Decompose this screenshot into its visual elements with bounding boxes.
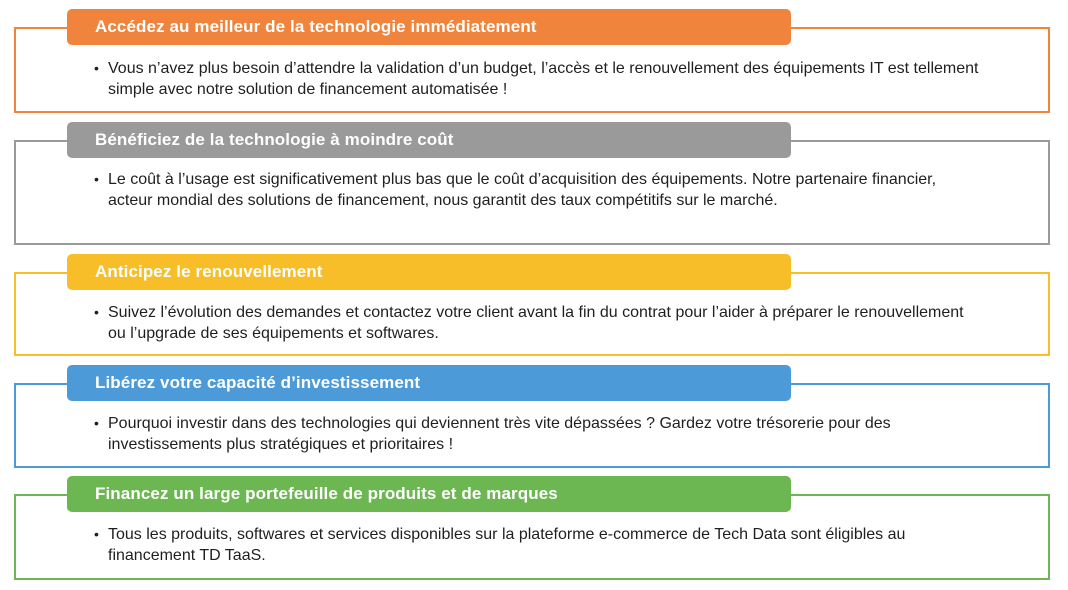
- section-4-body: [94, 413, 984, 455]
- section-2-text: Le coût à l’usage est significativement plus bas que le coût d’acquisition des équipements. Notre partenaire financier, acteur mondial des solutions de financement, nous garantit des taux compétitifs sur le marché.: [108, 171, 937, 209]
- section-5-title: Financez un large portefeuille de produits et de marques: [95, 484, 558, 503]
- section-3-title: Anticipez le renouvellement: [95, 262, 323, 281]
- section-1-title: Accédez au meilleur de la technologie immédiatement: [95, 17, 537, 36]
- bullet-dot-icon: •: [94, 171, 99, 187]
- bullet-dot-icon: •: [94, 304, 99, 320]
- section-4-text: Pourquoi investir dans des technologies qui deviennent très vite dépassées ? Gardez votre trésorerie pour des investissements plus stratégiques et prioritaires !: [108, 415, 891, 453]
- section-3-body: [94, 302, 984, 344]
- section-5-text: Tous les produits, softwares et services disponibles sur la plateforme e-commerce de Tech Data sont éligibles au financement TD TaaS.: [108, 526, 906, 564]
- section-2-header: [67, 122, 791, 158]
- section-2-title: Bénéficiez de la technologie à moindre coût: [95, 130, 454, 149]
- section-2-body: [94, 169, 984, 211]
- bullet-dot-icon: •: [94, 526, 99, 542]
- section-3-header: [67, 254, 791, 290]
- section-5-body: [94, 524, 984, 566]
- bullet-dot-icon: •: [94, 415, 99, 431]
- section-4-title: Libérez votre capacité d’investissement: [95, 373, 421, 392]
- section-4-header: [67, 365, 791, 401]
- section-1-text: Vous n’avez plus besoin d’attendre la validation d’un budget, l’accès et le renouvellement des équipements IT est tellement simple avec notre solution de financement automatisée !: [108, 60, 979, 98]
- section-1-body: [94, 58, 984, 100]
- section-3-text: Suivez l’évolution des demandes et contactez votre client avant la fin du contrat pour l’aider à préparer le renouvellement ou l’upgrade de ses équipements et softwares.: [108, 304, 964, 342]
- section-1-header: [67, 9, 791, 45]
- section-5-header: [67, 476, 791, 512]
- bullet-dot-icon: •: [94, 60, 99, 76]
